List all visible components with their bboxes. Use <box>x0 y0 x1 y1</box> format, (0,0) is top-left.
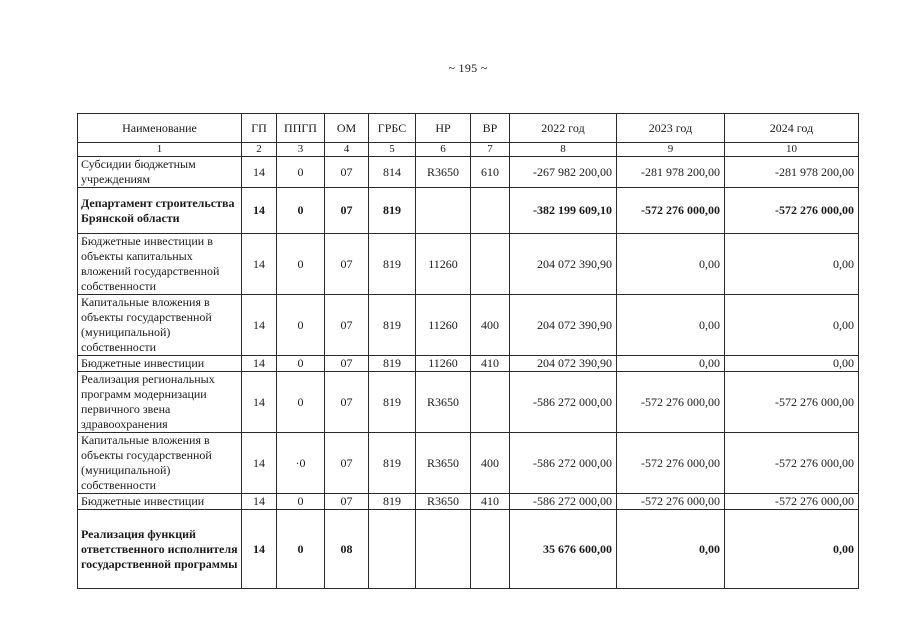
amount-2024-cell: -572 276 000,00 <box>725 372 859 433</box>
header-ppgp: ППГП <box>277 114 325 143</box>
budget-table <box>77 113 859 589</box>
gp-cell: 14 <box>242 510 277 589</box>
column-number: 5 <box>369 143 416 157</box>
amount-2022-cell: 204 072 390,90 <box>510 356 617 372</box>
column-number: 1 <box>78 143 242 157</box>
vr-cell <box>471 188 510 234</box>
table-row <box>78 356 859 372</box>
nr-cell: R3650 <box>416 372 471 433</box>
grbs-cell: 819 <box>369 234 416 295</box>
ppgp-cell: 0 <box>277 234 325 295</box>
vr-cell: 400 <box>471 433 510 494</box>
name-cell: Бюджетные инвестиции в объекты капитальных вложений государственной собственности <box>78 234 242 295</box>
amount-2022-cell: 204 072 390,90 <box>510 295 617 356</box>
header-2022: 2022 год <box>510 114 617 143</box>
om-cell: 07 <box>325 356 369 372</box>
column-number-row <box>78 143 859 157</box>
amount-2023-cell: -572 276 000,00 <box>617 433 725 494</box>
vr-cell <box>471 510 510 589</box>
gp-cell: 14 <box>242 295 277 356</box>
ppgp-cell: 0 <box>277 494 325 510</box>
amount-2022-cell: -382 199 609,10 <box>510 188 617 234</box>
grbs-cell: 819 <box>369 433 416 494</box>
ppgp-cell: 0 <box>277 372 325 433</box>
nr-cell: R3650 <box>416 494 471 510</box>
vr-cell <box>471 234 510 295</box>
vr-cell: 410 <box>471 494 510 510</box>
grbs-cell: 814 <box>369 157 416 188</box>
table-row <box>78 433 859 494</box>
name-cell: Реализация функций ответственного исполнителя государственной программы <box>78 510 242 589</box>
grbs-cell: 819 <box>369 356 416 372</box>
amount-2024-cell: 0,00 <box>725 295 859 356</box>
amount-2023-cell: -572 276 000,00 <box>617 372 725 433</box>
amount-2022-cell: -586 272 000,00 <box>510 372 617 433</box>
om-cell: 07 <box>325 494 369 510</box>
name-cell: Реализация региональных программ модернизации первичного звена здравоохранения <box>78 372 242 433</box>
nr-cell: 11260 <box>416 234 471 295</box>
gp-cell: 14 <box>242 433 277 494</box>
grbs-cell: 819 <box>369 188 416 234</box>
gp-cell: 14 <box>242 372 277 433</box>
nr-cell <box>416 510 471 589</box>
amount-2022-cell: -586 272 000,00 <box>510 433 617 494</box>
om-cell: 07 <box>325 295 369 356</box>
header-grbs: ГРБС <box>369 114 416 143</box>
table-row <box>78 372 859 433</box>
vr-cell: 610 <box>471 157 510 188</box>
grbs-cell: 819 <box>369 372 416 433</box>
gp-cell: 14 <box>242 157 277 188</box>
amount-2024-cell: -572 276 000,00 <box>725 188 859 234</box>
header-om: ОМ <box>325 114 369 143</box>
table-row <box>78 295 859 356</box>
amount-2024-cell: 0,00 <box>725 234 859 295</box>
amount-2022-cell: 204 072 390,90 <box>510 234 617 295</box>
gp-cell: 14 <box>242 494 277 510</box>
name-cell: Бюджетные инвестиции <box>78 494 242 510</box>
gp-cell: 14 <box>242 356 277 372</box>
vr-cell: 400 <box>471 295 510 356</box>
amount-2024-cell: -572 276 000,00 <box>725 433 859 494</box>
column-number: 8 <box>510 143 617 157</box>
page-number: ~ 195 ~ <box>448 61 488 75</box>
table-row <box>78 188 859 234</box>
amount-2023-cell: 0,00 <box>617 510 725 589</box>
vr-cell: 410 <box>471 356 510 372</box>
amount-2022-cell: 35 676 600,00 <box>510 510 617 589</box>
nr-cell: 11260 <box>416 295 471 356</box>
nr-cell: R3650 <box>416 157 471 188</box>
ppgp-cell: ·0 <box>277 433 325 494</box>
header-vr: ВР <box>471 114 510 143</box>
amount-2023-cell: 0,00 <box>617 356 725 372</box>
header-nr: НР <box>416 114 471 143</box>
amount-2023-cell: -572 276 000,00 <box>617 188 725 234</box>
ppgp-cell: 0 <box>277 157 325 188</box>
header-2024: 2024 год <box>725 114 859 143</box>
column-number: 4 <box>325 143 369 157</box>
name-cell: Капитальные вложения в объекты государственной (муниципальной) собственности <box>78 295 242 356</box>
amount-2024-cell: -281 978 200,00 <box>725 157 859 188</box>
amount-2023-cell: 0,00 <box>617 234 725 295</box>
table-row <box>78 510 859 589</box>
ppgp-cell: 0 <box>277 510 325 589</box>
name-cell: Бюджетные инвестиции <box>78 356 242 372</box>
column-number: 3 <box>277 143 325 157</box>
ppgp-cell: 0 <box>277 188 325 234</box>
om-cell: 07 <box>325 433 369 494</box>
ppgp-cell: 0 <box>277 295 325 356</box>
grbs-cell <box>369 510 416 589</box>
amount-2024-cell: 0,00 <box>725 510 859 589</box>
column-number: 2 <box>242 143 277 157</box>
om-cell: 07 <box>325 372 369 433</box>
name-cell: Субсидии бюджетным учреждениям <box>78 157 242 188</box>
column-number: 9 <box>617 143 725 157</box>
nr-cell: R3650 <box>416 433 471 494</box>
amount-2022-cell: -267 982 200,00 <box>510 157 617 188</box>
amount-2023-cell: -572 276 000,00 <box>617 494 725 510</box>
amount-2024-cell: -572 276 000,00 <box>725 494 859 510</box>
amount-2024-cell: 0,00 <box>725 356 859 372</box>
amount-2023-cell: -281 978 200,00 <box>617 157 725 188</box>
grbs-cell: 819 <box>369 494 416 510</box>
grbs-cell: 819 <box>369 295 416 356</box>
om-cell: 07 <box>325 188 369 234</box>
nr-cell: 11260 <box>416 356 471 372</box>
amount-2023-cell: 0,00 <box>617 295 725 356</box>
gp-cell: 14 <box>242 188 277 234</box>
table-row <box>78 234 859 295</box>
column-number: 6 <box>416 143 471 157</box>
om-cell: 08 <box>325 510 369 589</box>
ppgp-cell: 0 <box>277 356 325 372</box>
column-number: 10 <box>725 143 859 157</box>
name-cell: Департамент строительства Брянской области <box>78 188 242 234</box>
header-row <box>78 114 859 143</box>
amount-2022-cell: -586 272 000,00 <box>510 494 617 510</box>
table-row <box>78 157 859 188</box>
header-name: Наименование <box>78 114 242 143</box>
header-2023: 2023 год <box>617 114 725 143</box>
name-cell: Капитальные вложения в объекты государственной (муниципальной) собственности <box>78 433 242 494</box>
header-gp: ГП <box>242 114 277 143</box>
column-number: 7 <box>471 143 510 157</box>
table-row <box>78 494 859 510</box>
gp-cell: 14 <box>242 234 277 295</box>
om-cell: 07 <box>325 234 369 295</box>
vr-cell <box>471 372 510 433</box>
om-cell: 07 <box>325 157 369 188</box>
nr-cell <box>416 188 471 234</box>
